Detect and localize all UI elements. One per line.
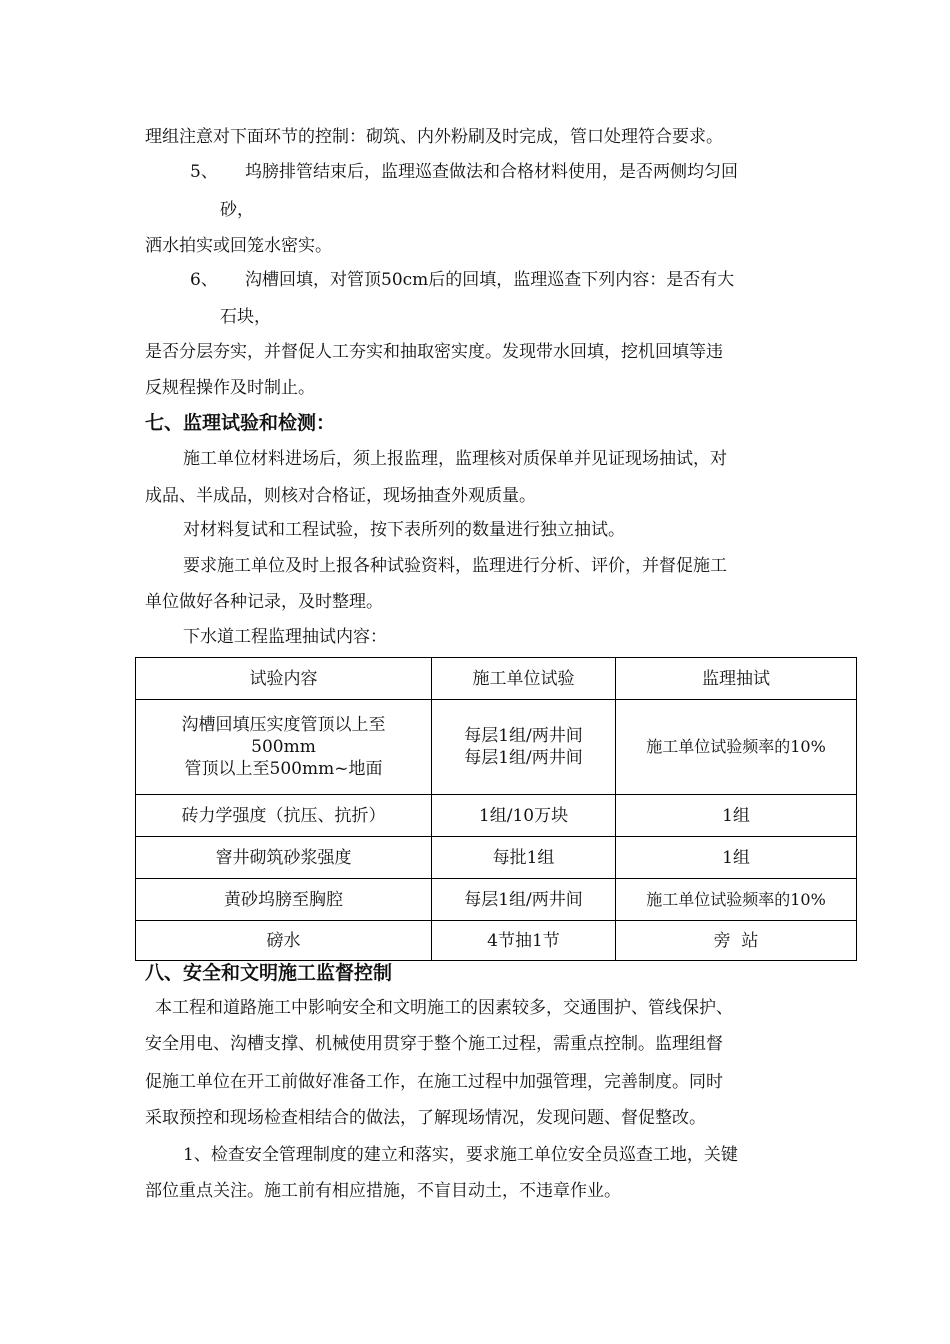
table-cell: 旁 站 [616, 921, 857, 961]
table-caption: 下水道工程监理抽试内容： [183, 627, 387, 647]
paragraph-line: 施工单位材料进场后，须上报监理，监理核对质保单并见证现场抽试，对 [183, 449, 727, 469]
table-header-row [136, 658, 857, 700]
table-cell: 1组/10万块 [432, 795, 616, 837]
paragraph-line: 砂， [220, 200, 254, 220]
paragraph-line: 是否分层夯实，并督促人工夯实和抽取密实度。发现带水回填，挖机回填等违 [145, 342, 723, 362]
paragraph-line: 部位重点关注。施工前有相应措施，不盲目动土，不违章作业。 [145, 1181, 621, 1201]
section-heading: 八、安全和文明施工监督控制 [145, 962, 393, 984]
table-cell: 施工单位试验频率的10% [616, 879, 857, 921]
section-heading: 七、监理试验和检测： [145, 412, 336, 434]
cell-text: 每层1组/两井间 [464, 748, 583, 768]
table-cell: 施工单位试验频率的10% [616, 700, 857, 795]
paragraph-line: 1、检查安全管理制度的建立和落实，要求施工单位安全员巡查工地，关键 [183, 1145, 738, 1165]
table-row [136, 795, 857, 837]
table-cell: 1组 [616, 795, 857, 837]
table-row [136, 700, 857, 795]
table-cell: 1组 [616, 837, 857, 879]
table-cell [136, 700, 432, 795]
table-cell: 砖力学强度（抗压、抗折） [136, 795, 432, 837]
test-table [135, 657, 857, 961]
table-cell: 窨井砌筑砂浆强度 [136, 837, 432, 879]
paragraph-line: 洒水拍实或回笼水密实。 [145, 236, 332, 256]
paragraph-line: 对材料复试和工程试验，按下表所列的数量进行独立抽试。 [183, 520, 625, 540]
item-number: 6、 [190, 270, 218, 290]
table-row [136, 921, 857, 961]
cell-text: 每层1组/两井间 [464, 726, 583, 746]
table-header-cell: 施工单位试验 [432, 658, 616, 700]
cell-text: 沟槽回填压实度管顶以上至 [181, 715, 386, 735]
paragraph-line: 安全用电、沟槽支撑、机械使用贯穿于整个施工过程，需重点控制。监理组督 [145, 1034, 723, 1054]
cell-text: 管顶以上至500mm~地面 [184, 759, 383, 779]
table-cell: 4节抽1节 [432, 921, 616, 961]
paragraph-line: 坞膀排管结束后，监理巡查做法和合格材料使用，是否两侧均匀回 [245, 162, 738, 182]
table-row [136, 837, 857, 879]
table-cell: 磅水 [136, 921, 432, 961]
paragraph-line: 单位做好各种记录，及时整理。 [145, 592, 383, 612]
paragraph-line: 本工程和道路施工中影响安全和文明施工的因素较多，交通围护、管线保护、 [155, 998, 733, 1018]
paragraph-line: 促施工单位在开工前做好准备工作，在施工过程中加强管理，完善制度。同时 [145, 1072, 723, 1092]
cell-text: 500mm [251, 737, 316, 757]
paragraph-line: 成品、半成品，则核对合格证，现场抽查外观质量。 [145, 486, 536, 506]
paragraph-line: 反规程操作及时制止。 [145, 378, 315, 398]
table-cell: 每批1组 [432, 837, 616, 879]
paragraph-line: 采取预控和现场检查相结合的做法，了解现场情况，发现问题、督促整改。 [145, 1108, 706, 1128]
table-cell [432, 700, 616, 795]
item-number: 5、 [190, 162, 218, 182]
paragraph-line: 石块， [220, 307, 271, 327]
table-cell: 每层1组/两井间 [432, 879, 616, 921]
table-row [136, 879, 857, 921]
paragraph-line: 沟槽回填，对管顶50cm后的回填，监理巡查下列内容：是否有大 [245, 270, 735, 290]
paragraph-line: 要求施工单位及时上报各种试验资料，监理进行分析、评价，并督促施工 [183, 556, 727, 576]
table-header-cell: 监理抽试 [616, 658, 857, 700]
table-header-cell: 试验内容 [136, 658, 432, 700]
paragraph-line: 理组注意对下面环节的控制：砌筑、内外粉刷及时完成，管口处理符合要求。 [145, 127, 723, 147]
table-cell: 黄砂坞膀至胸腔 [136, 879, 432, 921]
